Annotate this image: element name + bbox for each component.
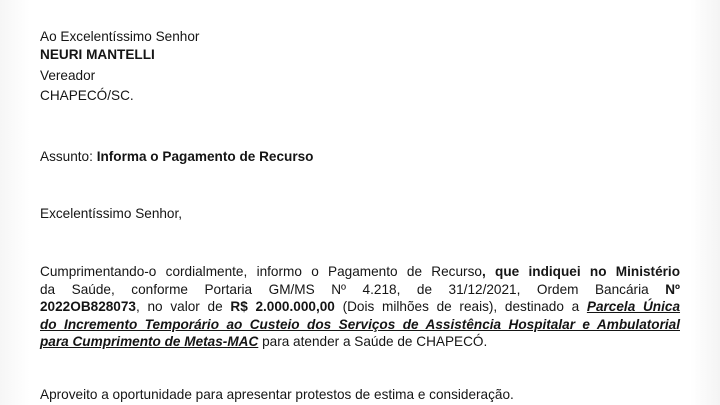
body-line-4: do Incremento Temporário ao Custeio dos Serviços de Assistência Hospitalar e Ambulatorial [40,316,680,332]
recipient-city: CHAPECÓ/SC. [40,88,134,103]
recipient-role: Vereador [40,68,96,83]
body-line-3: 2022OB828073, no valor de R$ 2.000.000,00 (Dois milhões de reais), destinado a Parcela Única [40,299,681,314]
body-paragraph [40,263,680,351]
body-line-2: da Saúde, conforme Portaria GM/MS Nº 4.218, de 31/12/2021, Ordem Bancária Nº [40,281,680,297]
subject-label: Assunto: [40,149,93,164]
closing-line: Aproveito a oportunidade para apresentar protestos de estima e consideração. [40,387,514,402]
greeting: Excelentíssimo Senhor, [40,206,183,221]
subject-line [40,148,313,165]
salutation-line: Ao Excelentíssimo Senhor [40,29,200,44]
subject-text: Informa o Pagamento de Recurso [96,149,314,164]
recipient-name: NEURI MANTELLI [40,47,155,62]
body-line-5: para Cumprimento de Metas-MAC para atender a Saúde de CHAPECÓ. [40,334,488,349]
body-line-1: Cumprimentando-o cordialmente, informo o Pagamento de Recurso, que indiquei no Ministério [40,264,680,279]
